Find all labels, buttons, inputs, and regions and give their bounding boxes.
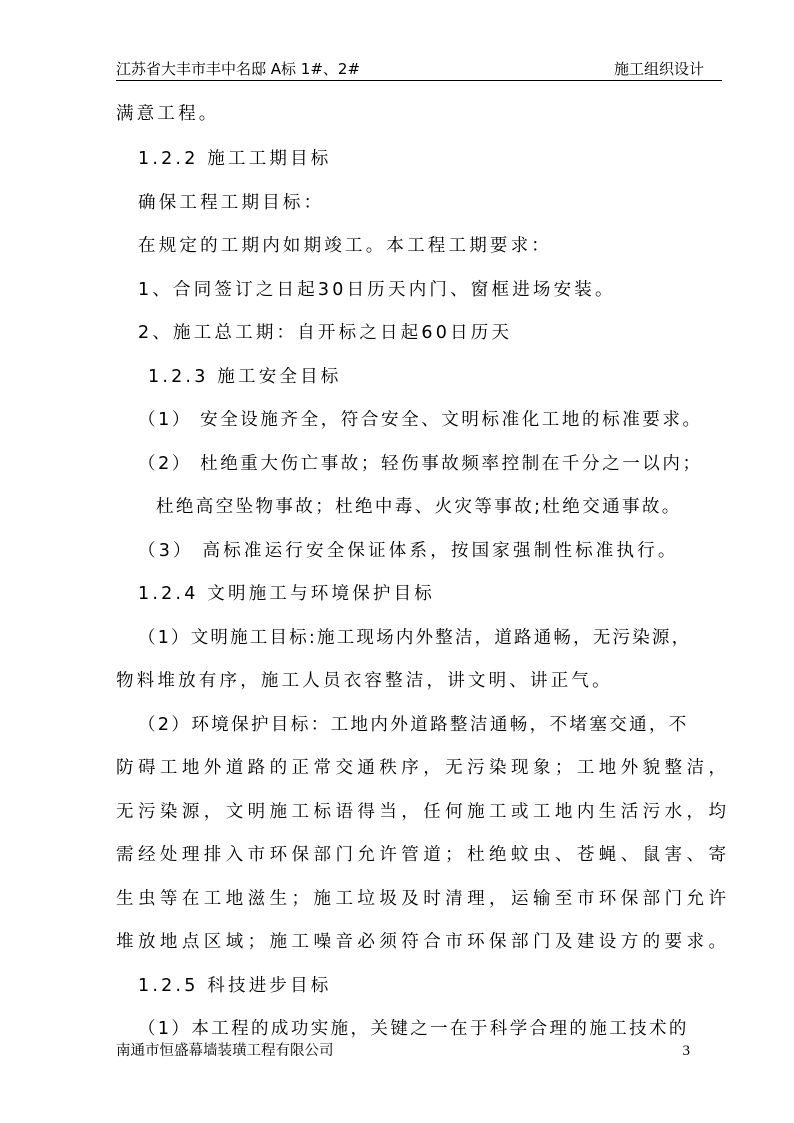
paragraph-line: 2、施工总工期：自开标之日起60日历天 <box>138 323 513 343</box>
paragraph-line: 满意工程。 <box>116 104 220 124</box>
company-name: 南通市恒盛幕墙装璜工程有限公司 <box>116 1043 334 1059</box>
page-number: 3 <box>682 1043 690 1059</box>
section-heading: 1.2.5 科技进步目标 <box>138 976 332 996</box>
paragraph-line: 杜绝高空坠物事故；杜绝中毒、火灾等事故;杜绝交通事故。 <box>156 497 682 517</box>
paragraph-line: 需经处理排入市环保部门允许管道；杜绝蚊虫、苍蝇、鼠害、寄 <box>116 845 726 865</box>
page-footer <box>116 1040 722 1062</box>
paragraph-line: 防碍工地外道路的正常交通秩序，无污染现象；工地外貌整洁， <box>116 758 726 778</box>
document-title: 施工组织设计 <box>613 60 704 78</box>
paragraph-line: （1）本工程的成功实施，关键之一在于科学合理的施工技术的 <box>138 1019 689 1039</box>
paragraph-line: 1、合同签订之日起30日历天内门、窗框进场安装。 <box>138 280 616 300</box>
paragraph-line: 堆放地点区域；施工噪音必须符合市环保部门及建设方的要求。 <box>116 932 726 952</box>
paragraph-line: 无污染源，文明施工标语得当，任何施工或工地内生活污水，均 <box>116 802 726 822</box>
section-heading: 1.2.4 文明施工与环境保护目标 <box>138 584 435 604</box>
paragraph-line: 生虫等在工地滋生；施工垃圾及时清理，运输至市环保部门允许 <box>116 889 726 909</box>
section-heading: 1.2.2 施工工期目标 <box>138 149 332 169</box>
paragraph-line: （1） 安全设施齐全，符合安全、文明标准化工地的标准要求。 <box>138 410 703 430</box>
paragraph-line: 在规定的工期内如期竣工。本工程工期要求： <box>138 236 552 256</box>
paragraph-line: 物料堆放有序，施工人员衣容整洁，讲文明、讲正气。 <box>116 671 613 691</box>
paragraph-line: （3） 高标准运行安全保证体系，按国家强制性标准执行。 <box>138 541 679 561</box>
section-heading: 1.2.3 施工安全目标 <box>148 367 342 387</box>
paragraph-line: （2） 杜绝重大伤亡事故；轻伤事故频率控制在千分之一以内； <box>138 454 703 474</box>
paragraph-line: （2）环境保护目标：工地内外道路整洁通畅，不堵塞交通，不 <box>138 715 689 735</box>
paragraph-line: （1）文明施工目标:施工现场内外整洁，道路通畅，无污染源， <box>138 628 692 648</box>
page-header <box>116 58 722 81</box>
paragraph-line: 确保工程工期目标： <box>138 193 325 213</box>
project-name: 江苏省大丰市丰中名邸 A标 1#、2# <box>116 60 361 78</box>
